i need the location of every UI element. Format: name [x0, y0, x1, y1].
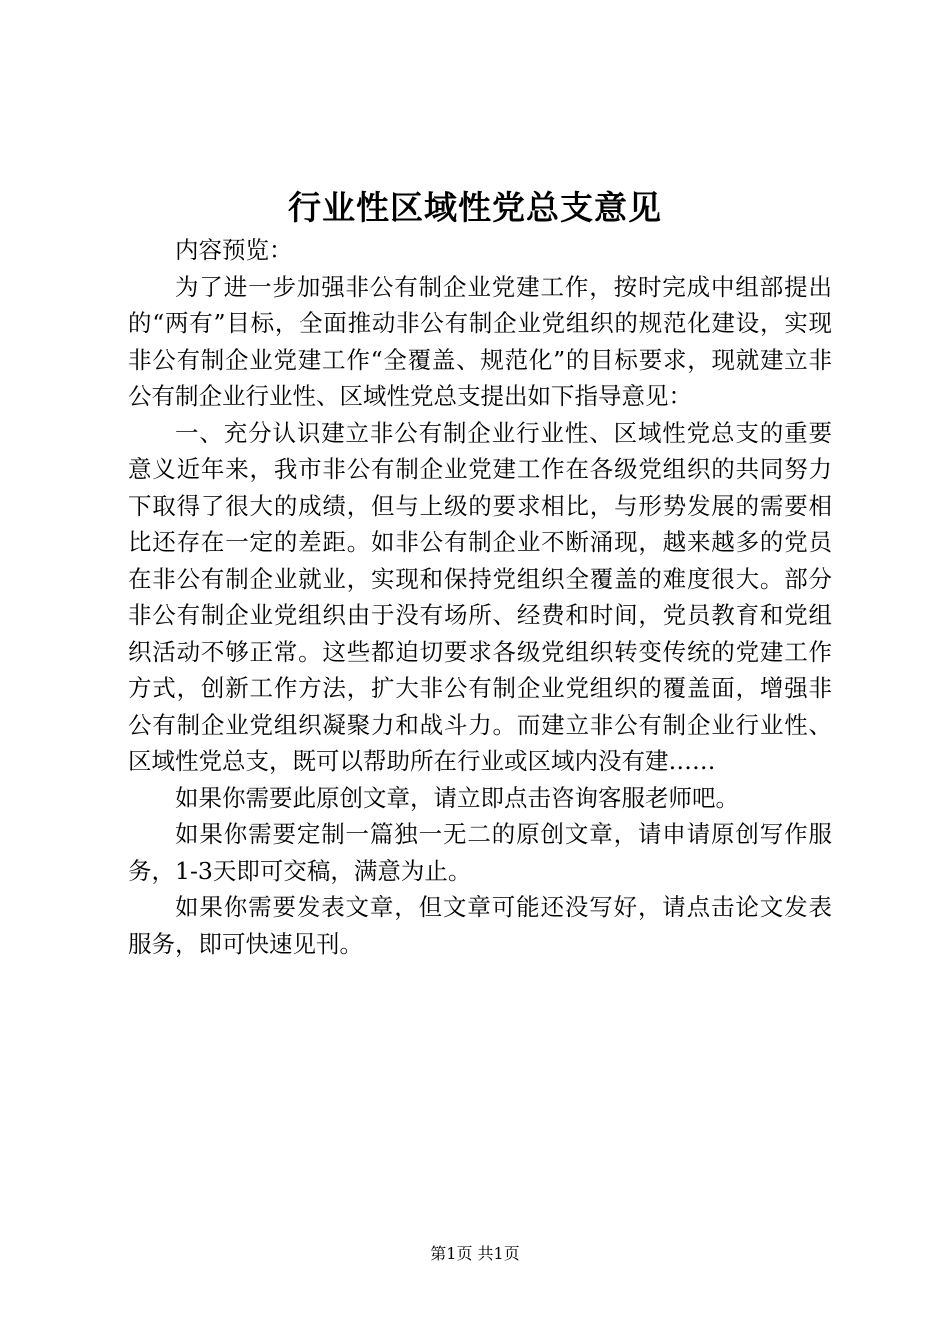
custom-writing-paragraph: 如果你需要定制一篇独一无二的原创文章，请申请原创写作服务，1-3天即可交稿，满意为止。 [128, 820, 832, 885]
section-one-paragraph: 一、充分认识建立非公有制企业行业性、区域性党总支的重要意义近年来，我市非公有制企业党建工作在各级党组织的共同努力下取得了很大的成绩，但与上级的要求相比，与形势发展的需要相比还存在一定的差距。如非公有制企业不断涌现，越来越多的党员在非公有制企业就业，实现和保持党组织全覆盖的难度很大。部分非公有制企业党组织由于没有场所、经费和时间，党员教育和党组织活动不够正常。这些都迫切要求各级党组织转变传统的党建工作方式，创新工作方法，扩大非公有制企业党组织的覆盖面，增强非公有制企业党组织凝聚力和战斗力。而建立非公有制企业行业性、区域性党总支，既可以帮助所在行业或区域内没有建…… [128, 418, 832, 775]
document-title: 行业性区域性党总支意见 [288, 188, 662, 227]
publication-service-paragraph: 如果你需要发表文章，但文章可能还没写好，请点击论文发表服务，即可快速见刊。 [128, 893, 832, 958]
intro-paragraph: 为了进一步加强非公有制企业党建工作，按时完成中组部提出的“两有”目标，全面推动非公有制企业党组织的规范化建设，实现非公有制企业党建工作“全覆盖、规范化”的目标要求，现就建立非公有制企业行业性、区域性党总支提出如下指导意见： [128, 272, 832, 410]
document-body [128, 232, 832, 962]
consult-service-paragraph: 如果你需要此原创文章，请立即点击咨询客服老师吧。 [175, 783, 739, 812]
preview-label: 内容预览： [175, 236, 293, 264]
page-number: 第1页 共1页 [430, 1244, 520, 1263]
